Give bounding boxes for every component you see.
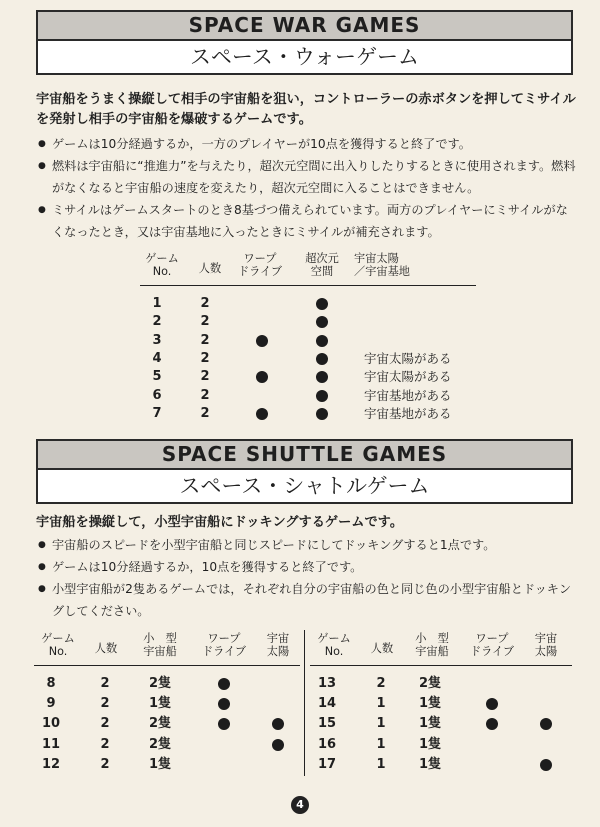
col-players: 人数 (94, 642, 118, 655)
space-sun-dot (540, 718, 552, 730)
player-count: 2 (200, 332, 210, 348)
hyperspace-dot (316, 371, 328, 383)
table-row (140, 331, 476, 351)
hyperspace-dot (316, 408, 328, 420)
small-ship-count: 2隻 (148, 716, 172, 732)
player-count: 2 (200, 314, 210, 330)
sun-base-note: 宇宙基地がある (364, 405, 452, 421)
small-ship-count: 1隻 (148, 696, 172, 712)
game-number: 17 (317, 756, 337, 772)
small-ship-count: 2隻 (148, 736, 172, 752)
player-count: 2 (376, 676, 386, 691)
game-number: 12 (41, 756, 61, 772)
war-game-table (140, 252, 480, 432)
game-number: 13 (317, 676, 337, 691)
player-count: 2 (100, 736, 110, 752)
warp-drive-dot (486, 718, 498, 730)
page-number: 4 (291, 796, 309, 814)
warp-drive-dot (256, 335, 268, 347)
shuttle-right-rule (310, 665, 572, 666)
game-number: 10 (41, 716, 61, 732)
small-ship-count: 1隻 (418, 716, 442, 732)
table-row (34, 674, 296, 694)
game-number: 14 (317, 696, 337, 712)
sun-base-note: 宇宙太陽がある (364, 350, 452, 366)
sun-base-note: 宇宙基地がある (364, 387, 452, 403)
shuttle-title-jp: スペース・シャトルゲーム (179, 474, 430, 498)
hyperspace-dot (316, 390, 328, 402)
table-row (310, 735, 572, 755)
game-number: 6 (152, 387, 162, 403)
shuttle-intro: 宇宙船を操縦して，小型宇宙船にドッキングするゲームです。 (36, 515, 404, 530)
player-count: 1 (376, 696, 386, 712)
table-row (34, 735, 296, 755)
hyperspace-dot (316, 316, 328, 328)
col-small-ship: 小 型 宇宙船 (143, 632, 177, 658)
col-game-no: ゲーム No. (145, 252, 179, 278)
col-game-no: ゲーム No. (317, 632, 351, 658)
game-number: 4 (152, 350, 162, 366)
player-count: 2 (100, 696, 110, 712)
game-number: 8 (46, 676, 56, 691)
game-number: 5 (152, 369, 162, 385)
col-sun-base: 宇宙太陽 ／宇宙基地 (354, 252, 410, 278)
col-warp-drive: ワープ ドライブ (237, 252, 283, 278)
table-row (310, 755, 572, 775)
col-space-sun: 宇宙 太陽 (266, 632, 290, 658)
space-sun-dot (272, 739, 284, 751)
table-row (34, 755, 296, 775)
game-number: 3 (152, 332, 162, 348)
war-intro: 宇宙船をうまく操縦して相手の宇宙船を狙い，コントローラーの赤ボタンを押してミサイルを発射し相手の宇宙船を爆破するゲームです。 (36, 92, 576, 127)
col-hyperspace: 超次元 空間 (305, 252, 339, 278)
table-row (140, 404, 476, 424)
war-bullet-list (38, 133, 578, 243)
war-title-jp: スペース・ウォーゲーム (189, 45, 420, 69)
shuttle-bullet: ● ゲームは10分経過するか，10点を獲得すると終了です。 (38, 556, 578, 578)
table-row (140, 312, 476, 332)
game-number: 7 (152, 405, 162, 421)
war-bullet: ● 燃料は宇宙船に“推進力”を与えたり，超次元空間に出入りしたりするときに使用されます。燃料がなくなると宇宙船の速度を変えたり，超次元空間に入ることはできません。 (38, 155, 578, 199)
war-section-header (36, 10, 573, 75)
hyperspace-dot (316, 353, 328, 365)
col-warp-drive: ワープ ドライブ (201, 632, 247, 658)
player-count: 2 (100, 756, 110, 772)
shuttle-table-right (310, 632, 572, 782)
col-space-sun: 宇宙 太陽 (534, 632, 558, 658)
col-players: 人数 (198, 262, 222, 275)
warp-drive-dot (486, 698, 498, 710)
player-count: 2 (100, 716, 110, 732)
small-ship-count: 2隻 (418, 676, 442, 691)
war-title-en: SPACE WAR GAMES (38, 12, 571, 41)
player-count: 2 (100, 676, 110, 691)
small-ship-count: 1隻 (418, 696, 442, 712)
table-row (140, 386, 476, 406)
shuttle-bullet-list (38, 534, 578, 622)
table-row (34, 714, 296, 734)
small-ship-count: 2隻 (148, 676, 172, 691)
player-count: 1 (376, 756, 386, 772)
hyperspace-dot (316, 335, 328, 347)
space-sun-dot (272, 718, 284, 730)
shuttle-bullet: ● 宇宙船のスピードを小型宇宙船と同じスピードにしてドッキングすると1点です。 (38, 534, 578, 556)
shuttle-left-rule (34, 665, 300, 666)
hyperspace-dot (316, 298, 328, 310)
small-ship-count: 1隻 (418, 736, 442, 752)
table-row (140, 367, 476, 387)
warp-drive-dot (218, 678, 230, 690)
table-row (140, 349, 476, 369)
shuttle-title-en: SPACE SHUTTLE GAMES (38, 441, 571, 470)
col-warp-drive: ワープ ドライブ (469, 632, 515, 658)
game-number: 1 (152, 296, 162, 311)
table-row (140, 294, 476, 314)
warp-drive-dot (256, 371, 268, 383)
player-count: 2 (200, 369, 210, 385)
player-count: 2 (200, 405, 210, 421)
shuttle-bullet: ● 小型宇宙船が2隻あるゲームでは，それぞれ自分の宇宙船の色と同じ色の小型宇宙船とドッキングしてください。 (38, 578, 578, 622)
col-game-no: ゲーム No. (41, 632, 75, 658)
player-count: 2 (200, 350, 210, 366)
player-count: 1 (376, 716, 386, 732)
small-ship-count: 1隻 (418, 756, 442, 772)
col-players: 人数 (370, 642, 394, 655)
shuttle-table-left (34, 632, 300, 782)
game-number: 2 (152, 314, 162, 330)
table-row (310, 714, 572, 734)
table-row (34, 694, 296, 714)
sun-base-note: 宇宙太陽がある (364, 369, 452, 385)
table-divider (304, 630, 305, 776)
table-row (310, 694, 572, 714)
war-header-rule (140, 285, 476, 286)
warp-drive-dot (218, 698, 230, 710)
table-row (310, 674, 572, 694)
war-bullet: ● ゲームは10分経過するか，一方のプレイヤーが10点を獲得すると終了です。 (38, 133, 578, 155)
player-count: 1 (376, 736, 386, 752)
shuttle-section-header (36, 439, 573, 504)
player-count: 2 (200, 387, 210, 403)
game-number: 11 (41, 736, 61, 752)
player-count: 2 (200, 296, 210, 311)
small-ship-count: 1隻 (148, 756, 172, 772)
game-number: 9 (46, 696, 56, 712)
warp-drive-dot (256, 408, 268, 420)
space-sun-dot (540, 759, 552, 771)
game-number: 15 (317, 716, 337, 732)
war-bullet: ● ミサイルはゲームスタートのとき8基づつ備えられています。両方のプレイヤーにミサイルがなくなったとき，又は宇宙基地に入ったときにミサイルが補充されます。 (38, 199, 578, 243)
warp-drive-dot (218, 718, 230, 730)
game-number: 16 (317, 736, 337, 752)
col-small-ship: 小 型 宇宙船 (415, 632, 449, 658)
